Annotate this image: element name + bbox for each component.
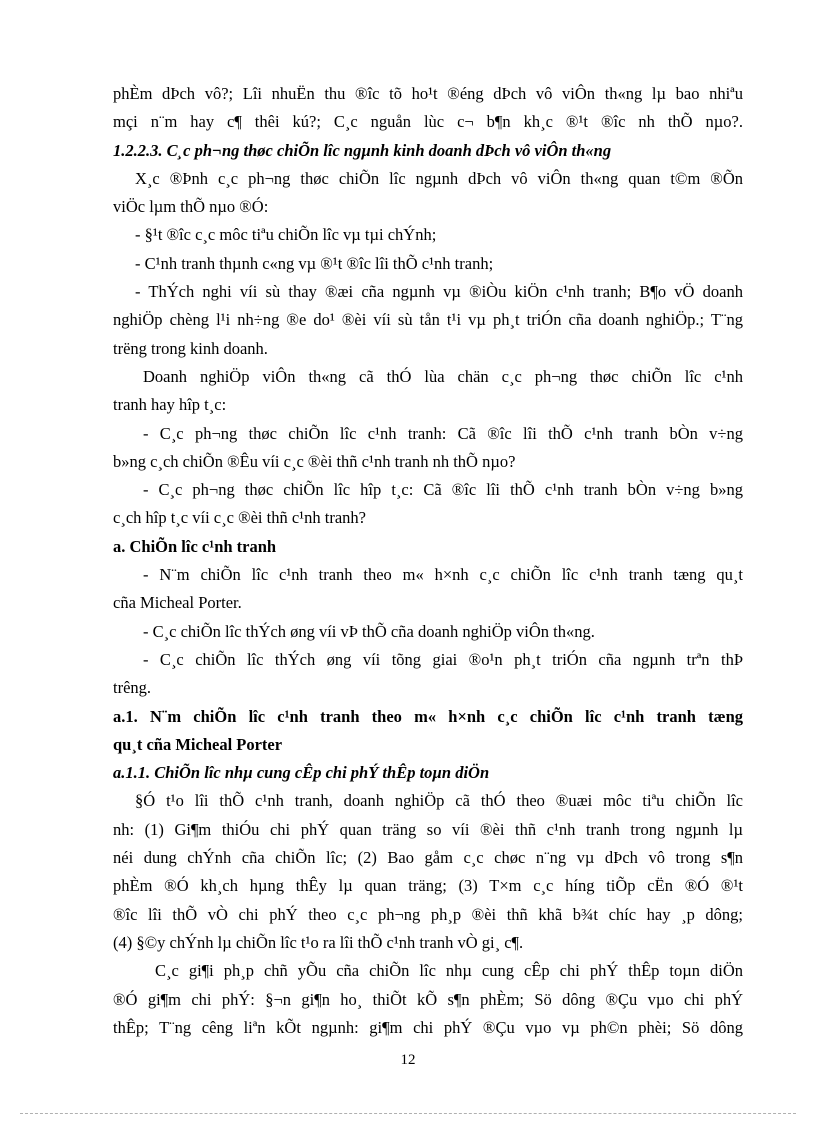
text-line: c¸ch hîp t¸c víi c¸c ®èi thñ c¹nh tranh? (113, 508, 366, 528)
list-item: - §¹t ®îc c¸c môc tiªu chiÕn lîc vµ tµi chÝnh; (135, 225, 437, 245)
subsection-heading: a.1.1. ChiÕn lîc nhµ cung cÊp chi phÝ thÊp toµn diÖn (113, 763, 490, 783)
text-line: §Ó t¹o lîi thÕ c¹nh tranh, doanh nghiÖp cã thÓ theo ®uæi môc tiªu chiÕn lîc (135, 791, 743, 811)
list-item: - C¸c chiÕn lîc thÝch øng víi tõng giai ®o¹n ph¸t triÓn cña ngµnh trªn thÞ (143, 649, 743, 669)
text-line: cña Micheal Porter. (113, 593, 242, 613)
list-item: - C¸c ph¬ng thøc chiÕn lîc c¹nh tranh: Cã ®îc lîi thÕ c¹nh tranh bÒn v÷ng (143, 423, 743, 443)
text-line: trëng trong kinh doanh. (113, 338, 268, 358)
text-line: phÈm dÞch vô?; Lîi nhuËn thu ®îc tõ ho¹t ®éng dÞch vô viÔn th«ng lµ bao nhiªu (113, 84, 743, 103)
footer-divider (20, 1113, 796, 1114)
list-item: - ThÝch nghi víi sù thay ®æi cña ngµnh vµ ®iÒu kiÖn c¹nh tranh; B¶o vÖ doanh (135, 282, 743, 302)
document-body (113, 80, 743, 1042)
text-line: viÖc lµm thÕ nµo ®Ó: (113, 197, 269, 217)
subsection-heading: a.1. N¨m chiÕn lîc c¹nh tranh theo m« h×nh c¸c chiÕn lîc c¹nh tranh tæng (113, 706, 743, 726)
list-item: - N¨m chiÕn lîc c¹nh tranh theo m« h×nh c¸c chiÕn lîc c¹nh tranh tæng qu¸t (143, 565, 743, 585)
list-item: - C¸c ph¬ng thøc chiÕn lîc hîp t¸c: Cã ®îc lîi thÕ c¹nh tranh bÒn v÷ng b»ng (143, 480, 743, 500)
text-line: (4) §©y chÝnh lµ chiÕn lîc t¹o ra lîi thÕ c¹nh tranh vÒ gi¸ c¶. (113, 932, 524, 952)
subsection-heading: qu¸t cña Micheal Porter (113, 734, 283, 754)
text-line: nh: (1) Gi¶m thiÓu chi phÝ quan träng so víi ®èi thñ c¹nh tranh trong ngµnh lµ (113, 819, 743, 839)
text-line: ®îc lîi thÕ vÒ chi phÝ theo c¸c ph¬ng ph¸p ®èi thñ khã b¾t chíc hay ¸p dông; (113, 904, 743, 924)
text-line: C¸c gi¶i ph¸p chñ yÕu cña chiÕn lîc nhµ cung cÊp chi phÝ thÊp toµn diÖn (155, 961, 743, 981)
text-line: X¸c ®Þnh c¸c ph¬ng thøc chiÕn lîc ngµnh dÞch vô viÔn th«ng quan t©m ®Õn (135, 168, 743, 188)
text-line: ®Ó gi¶m chi phÝ: §¬n gi¶n ho¸ thiÕt kÕ s¶n phÈm; Sö dông ®Çu vµo chi phÝ (113, 989, 743, 1009)
page-number: 12 (400, 1052, 416, 1068)
list-item: - C¸c chiÕn lîc thÝch øng víi vÞ thÕ cña doanh nghiÖp viÔn th«ng. (143, 621, 595, 641)
text-line: néi dung chÝnh cña chiÕn lîc; (2) Bao gåm c¸c chøc n¨ng vµ dÞch vô trong s¶n (113, 848, 743, 868)
list-item: - C¹nh tranh thµnh c«ng vµ ®¹t ®îc lîi thÕ c¹nh tranh; (135, 253, 494, 273)
text-line: mçi n¨m hay c¶ thêi kú?; C¸c nguån lùc c¬ b¶n kh¸c ®¹t ®îc nh thÕ nµo?. (113, 112, 743, 132)
text-line: thÊp; T¨ng cêng liªn kÕt ngµnh: gi¶m chi phÝ ®Çu vµo vµ ph©n phèi; Sö dông (113, 1017, 743, 1037)
text-line: tranh hay hîp t¸c: (113, 395, 227, 415)
text-line: phÈm ®Ó kh¸ch hµng thÊy lµ quan träng; (3) T×m c¸c híng tiÕp cËn ®Ó ®¹t (113, 876, 743, 896)
section-heading: 1.2.2.3. C¸c ph¬ng thøc chiÕn lîc ngµnh kinh doanh dÞch vô viÔn th«ng (113, 140, 612, 160)
text-line: nghiÖp chèng l¹i nh÷ng ®e do¹ ®èi víi sù tån t¹i vµ ph¸t triÓn cña doanh nghiÖp.; T¨ng (113, 310, 743, 330)
subsection-heading: a. ChiÕn lîc c¹nh tranh (113, 536, 277, 556)
text-line: trêng. (113, 678, 152, 698)
text-line: Doanh nghiÖp viÔn th«ng cã thÓ lùa chän c¸c ph¬ng thøc chiÕn lîc c¹nh (143, 366, 743, 386)
text-line: b»ng c¸ch chiÕn ®Êu víi c¸c ®èi thñ c¹nh tranh nh thÕ nµo? (113, 451, 516, 471)
